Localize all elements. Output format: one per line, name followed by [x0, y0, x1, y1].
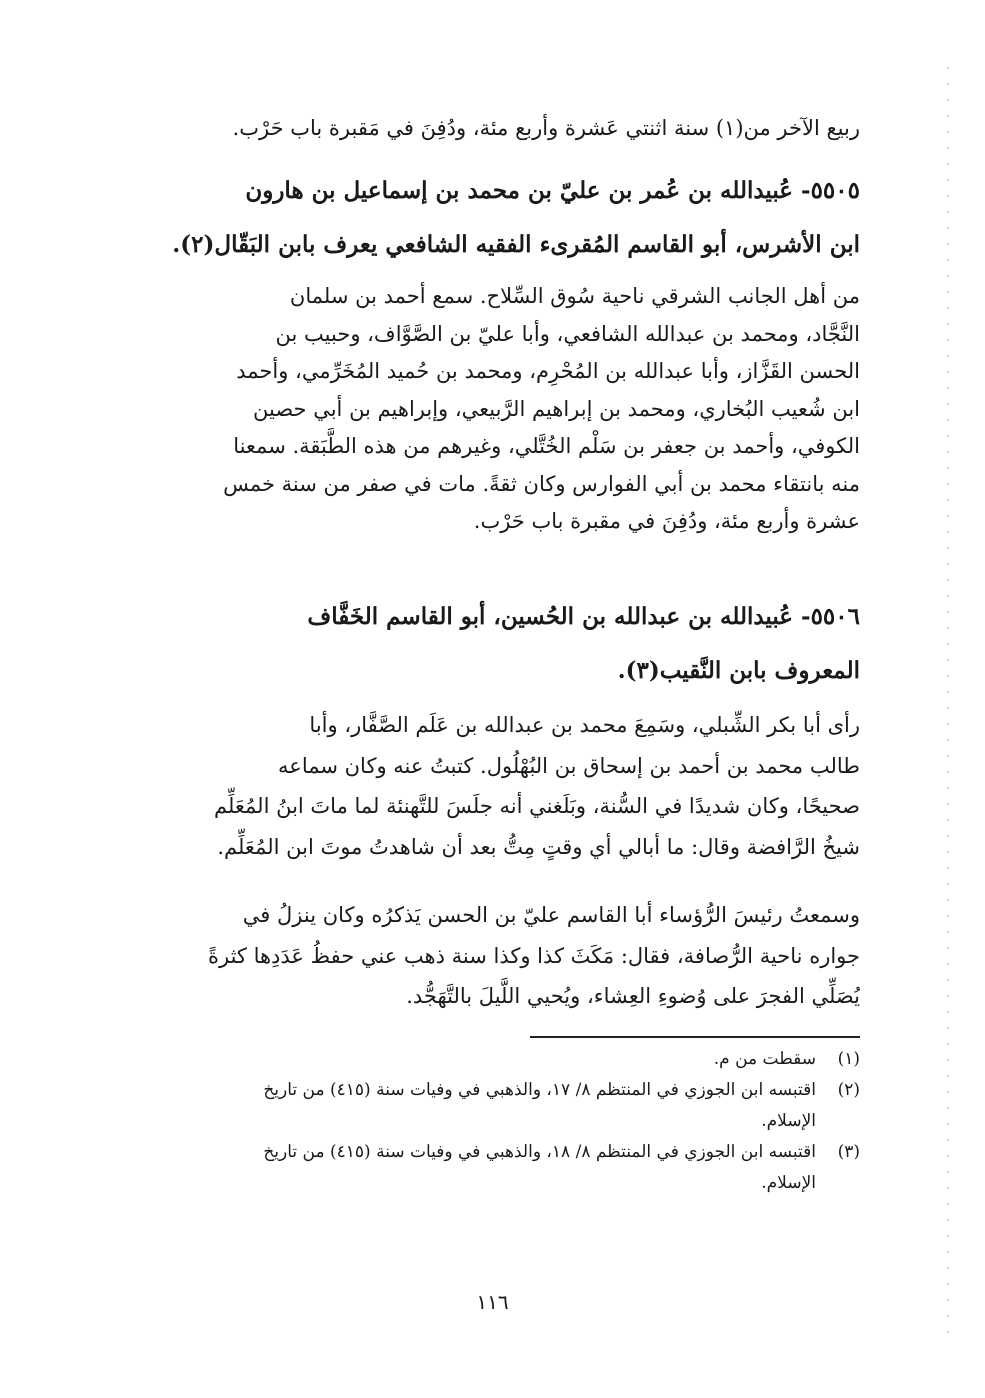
- text-line: منه بانتقاء محمد بن أبي الفوارس وكان ثقةً. مات في صفر من سنة خمس: [223, 471, 860, 496]
- text-line: صحيحًا، وكان شديدًا في السُّنة، وبَلَغني أنه جلَسَ للتَّهنئة لما ماتَ ابنُ المُعَلِّم: [213, 794, 860, 818]
- biography-heading-5505: [120, 164, 860, 272]
- text-line: يُصَلِّي الفجرَ على وُضوءِ العِشاء، ويُحيي اللَّيلَ بالتَّهَجُّد.: [406, 984, 860, 1008]
- footnote-2: [120, 1075, 860, 1137]
- footnote-text: [120, 1075, 816, 1137]
- text-line: جواره ناحية الرُّصافة، فقال: مَكَثَ كذا وكذا سنة ذهب عني حفظُ عَدَدِها كثرةً: [207, 943, 860, 968]
- text-line: الحسن القَزَّاز، وأبا عبدالله بن المُحْرِم، ومحمد بن حُميد المُخَرِّمي، وأحمد: [236, 359, 860, 383]
- text-line: وسمعتُ رئيسَ الرُّؤساء أبا القاسم عليّ بن الحسن يَذكرُه وكان ينزلُ في: [242, 903, 860, 927]
- footnote-number: (٢): [837, 1080, 860, 1100]
- footnote-line: سقطت من م.: [713, 1049, 816, 1069]
- biography-body-5506: [120, 705, 860, 867]
- footnote-text: [120, 1137, 816, 1199]
- text-line: طالب محمد بن أحمد بن إسحاق بن البُهْلُول. كتبتُ عنه وكان سماعه: [278, 753, 860, 778]
- text-line: عشرة وأربع مئة، ودُفِنَ في مقبرة باب حَرْب.: [473, 509, 860, 533]
- text-line: رأى أبا بكر الشِّبلي، وسَمِعَ محمد بن عبدالله بن عَلَم الصَّفَّار، وأبا: [309, 713, 860, 737]
- text-line: من أهل الجانب الشرقي ناحية سُوق السِّلاح. سمع أحمد بن سلمان: [289, 284, 860, 308]
- footnotes: [120, 1044, 860, 1199]
- heading-line: ابن الأشرس، أبو القاسم المُقرىء الفقيه الشافعي يعرف بابن البَقّال(٢).: [172, 231, 860, 258]
- footnote-line: اقتبسه ابن الجوزي في المنتظم ٨/ ١٧، والذهبي في وفيات سنة (٤١٥) من تاريخ: [263, 1080, 816, 1100]
- footnote-3: [120, 1137, 860, 1199]
- text-line: ربيع الآخر من(١) سنة اثنتي عَشرة وأربع مئة، ودُفِنَ في مَقبرة باب حَرْب.: [232, 116, 860, 140]
- heading-line: ٥٥٠٥- عُبيدالله بن عُمر بن عليّ بن محمد بن إسماعيل بن هارون: [245, 177, 860, 204]
- biography-body-5505: [120, 278, 860, 541]
- heading-line: المعروف بابن النَّقيب(٣).: [617, 657, 860, 684]
- footnote-number: (١): [837, 1049, 860, 1069]
- page-number: ١١٦: [476, 1290, 509, 1314]
- text-line: شيخُ الرَّافضة وقال: ما أبالي أي وقتٍ مِتُّ بعد أن شاهدتُ موتَ ابن المُعَلِّم.: [217, 834, 860, 859]
- heading-line: ٥٥٠٦- عُبيدالله بن عبدالله بن الحُسين، أبو القاسم الخَفَّاف: [307, 603, 860, 630]
- text-line: ابن شُعيب البُخاري، ومحمد بن إبراهيم الرَّبيعي، وإبراهيم بن أبي حصين: [253, 396, 860, 421]
- text-line: الكوفي، وأحمد بن جعفر بن سَلْم الخُتَّلي، وغيرهم من هذه الطَّبَقة. سمعنا: [233, 434, 860, 458]
- footnote-divider: [530, 1036, 860, 1038]
- biography-body-5506-continued: [120, 895, 860, 1017]
- footnote-line: الإسلام.: [761, 1111, 816, 1131]
- footnote-1: [120, 1044, 860, 1075]
- text-line: النَّجَّاد، ومحمد بن عبدالله الشافعي، وأبا عليّ بن الصَّوَّاف، وحبيب بن: [275, 321, 860, 346]
- footnote-line: الإسلام.: [761, 1173, 816, 1193]
- biography-heading-5506: [120, 590, 860, 698]
- scan-edge-artifact: [946, 60, 950, 1340]
- footnote-text: [120, 1044, 816, 1075]
- footnote-line: اقتبسه ابن الجوزي في المنتظم ٨/ ١٨، والذهبي في وفيات سنة (٤١٥) من تاريخ: [263, 1142, 816, 1162]
- footnote-number: (٣): [837, 1142, 860, 1162]
- paragraph-continuation: [120, 112, 860, 144]
